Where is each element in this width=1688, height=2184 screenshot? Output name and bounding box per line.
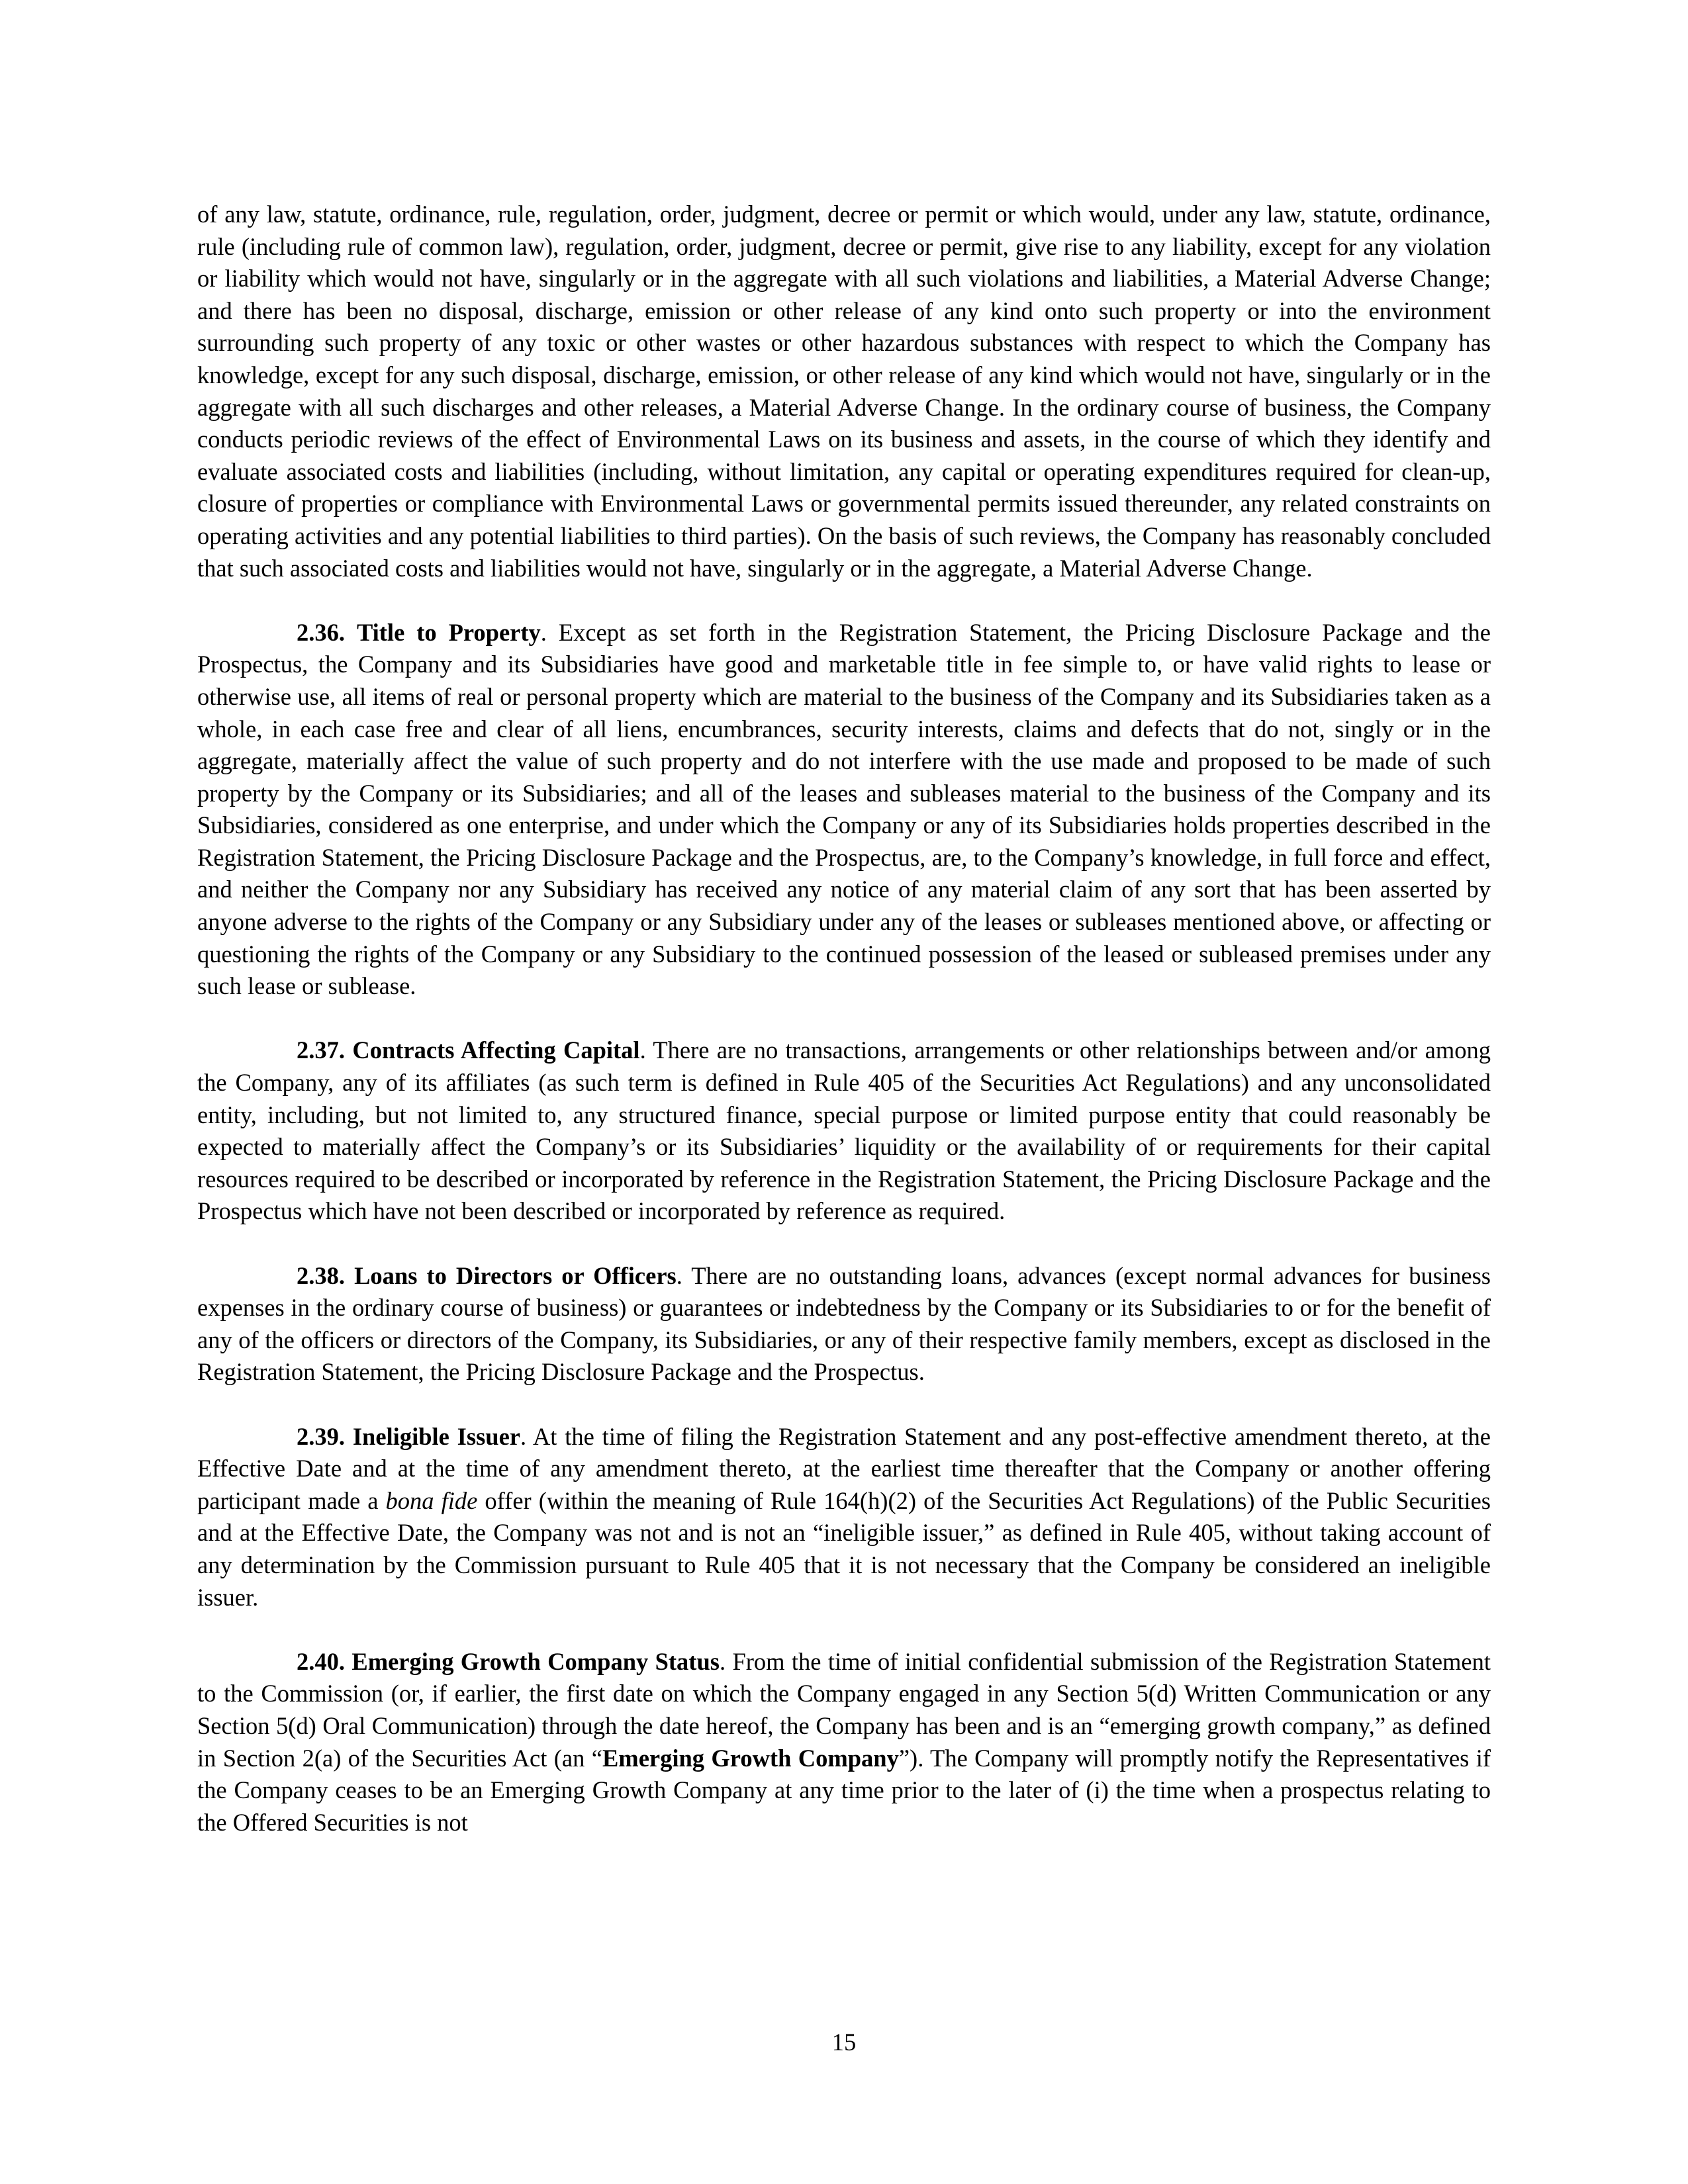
- section-text: . There are no transactions, arrangements or other relationships between and/or among the Company, any of its affiliates (as such term is defined in Rule 405 of the Securities Act Regulations) and any unconsolidated entity, including, but not limited to, any structured finance, special purpose or limited purpose entity that could reasonably be expected to materially affect the Company’s or its Subsidiaries’ liquidity or the availability of or requirements for their capital resources required to be described or incorporated by reference in the Registration Statement, the Pricing Disclosure Package and the Prospectus which have not been described or incorporated by reference as required.: [197, 1036, 1491, 1225]
- section-2-37-contracts-affecting-capital: [197, 1034, 1491, 1228]
- section-text: . From the time of initial confidential submission of the Registration Statement to the Commission (or, if earlier, the first date on which the Company engaged in any Section 5(d) Written Communication or any Section 5(d) Oral Communication) through the date hereof, the Company has been and is an “emerging growth company,” as defined in Section 2(a) of the Securities Act (an “: [197, 1647, 1491, 1772]
- section-2-40-emerging-growth-company: [197, 1646, 1491, 1839]
- section-number: 2.37.: [297, 1036, 345, 1064]
- section-title: Ineligible Issuer: [352, 1422, 520, 1450]
- section-2-39-ineligible-issuer: [197, 1421, 1491, 1614]
- section-text: . At the time of filing the Registration Statement and any post-effective amendment thereto, at the Effective Date and at the time of any amendment thereto, at the earliest time thereafter that the Company or another offering participant made a: [197, 1422, 1491, 1514]
- section-title: Title to Property: [356, 618, 541, 646]
- paragraph-text: of any law, statute, ordinance, rule, regulation, order, judgment, decree or permit or which would, under any law, statute, ordinance, rule (including rule of common law), regulation, order, judgment, decree or permit, give rise to any liability, except for any violation or liability which would not have, singularly or in the aggregate with all such violations and liabilities, a Material Adverse Change; and there has been no disposal, discharge, emission or other release of any kind onto such property or into the environment surrounding such property of any toxic or other wastes or other hazardous substances with respect to which the Company has knowledge, except for any such disposal, discharge, emission, or other release of any kind which would not have, singularly or in the aggregate with all such discharges and other releases, a Material Adverse Change. In the ordinary course of business, the Company conducts periodic reviews of the effect of Environmental Laws on its business and assets, in the course of which they identify and evaluate associated costs and liabilities (including, without limitation, any capital or operating expenditures required for clean-up, closure of properties or compliance with Environmental Laws or governmental permits issued thereunder, any related constraints on operating activities and any potential liabilities to third parties). On the basis of such reviews, the Company has reasonably concluded that such associated costs and liabilities would not have, singularly or in the aggregate, a Material Adverse Change.: [197, 201, 1491, 582]
- document-body: [197, 199, 1491, 1871]
- paragraph-environmental-continued: [197, 199, 1491, 584]
- section-text-continued: ”). The Company will promptly notify the Representatives if the Company ceases to be an Emerging Growth Company at any time prior to the later of (i) the time when a prospectus relating to the Offered Securities is not: [197, 1744, 1491, 1836]
- section-title: Emerging Growth Company Status: [352, 1647, 720, 1675]
- section-title: Loans to Directors or Officers: [354, 1261, 677, 1289]
- section-number: 2.39.: [297, 1422, 345, 1450]
- section-2-38-loans-to-directors: [197, 1260, 1491, 1388]
- section-text: . Except as set forth in the Registration Statement, the Pricing Disclosure Package and the Prospectus, the Company and its Subsidiaries have good and marketable title in fee simple to, or have valid rights to lease or otherwise use, all items of real or personal property which are material to the business of the Company and its Subsidiaries taken as a whole, in each case free and clear of all liens, encumbrances, security interests, claims and defects that do not, singly or in the aggregate, materially affect the value of such property and do not interfere with the use made and proposed to be made of such property by the Company or its Subsidiaries; and all of the leases and subleases material to the business of the Company and its Subsidiaries, considered as one enterprise, and under which the Company or any of its Subsidiaries holds properties described in the Registration Statement, the Pricing Disclosure Package and the Prospectus, are, to the Company’s knowledge, in full force and effect, and neither the Company nor any Subsidiary has received any notice of any material claim of any sort that has been asserted by anyone adverse to the rights of the Company or any Subsidiary under any of the leases or subleases mentioned above, or affecting or questioning the rights of the Company or any Subsidiary to the continued possession of the leased or subleased premises under any such lease or sublease.: [197, 618, 1491, 1000]
- section-text-continued: offer (within the meaning of Rule 164(h)(2) of the Securities Act Regulations) of the Public Securities and at the Effective Date, the Company was not and is not an “ineligible issuer,” as defined in Rule 405, without taking account of any determination by the Commission pursuant to Rule 405 that it is not necessary that the Company be considered an ineligible issuer.: [197, 1486, 1491, 1611]
- section-title: Contracts Affecting Capital: [352, 1036, 640, 1064]
- section-2-36-title-to-property: [197, 617, 1491, 1003]
- section-number: 2.40.: [297, 1647, 345, 1675]
- defined-term: Emerging Growth Company: [602, 1744, 899, 1772]
- section-text: . There are no outstanding loans, advances (except normal advances for business expenses in the ordinary course of business) or guarantees or indebtedness by the Company or its Subsidiaries to or for the benefit of any of the officers or directors of the Company, its Subsidiaries, or any of their respective family members, except as disclosed in the Registration Statement, the Pricing Disclosure Package and the Prospectus.: [197, 1261, 1491, 1386]
- section-number: 2.36.: [297, 618, 345, 646]
- section-number: 2.38.: [297, 1261, 345, 1289]
- italic-phrase: bona fide: [385, 1486, 478, 1514]
- page-number: 15: [831, 2028, 857, 2056]
